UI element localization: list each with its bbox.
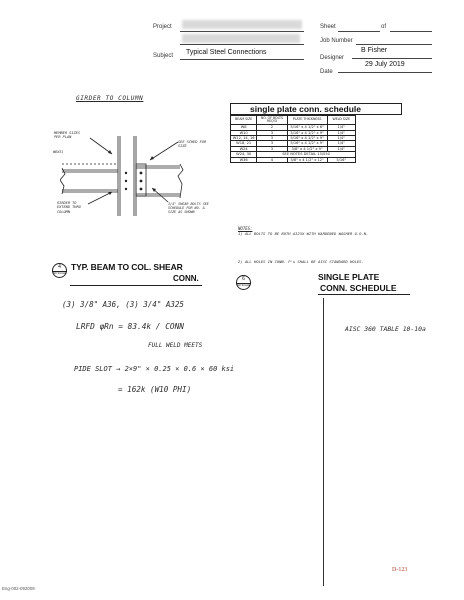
table-row: W36 4 3/8" x 4 1/2" x 12" 5/16" [231,157,403,162]
table-row: W24 3 3/8" x 4 1/2" x 9" 1/4" [231,146,403,151]
calc-line-4: PIDE SLOT → 2×9" × 0.25 × 0.6 × 60 ksi [74,365,235,373]
table-row: W12, 14, 16 3 5/16" x 4 1/2" x 9" 1/4" [231,136,403,141]
sketch-title: GIRDER TO COLUMN [76,95,144,102]
sheet-label: Sheet [320,24,336,30]
date-label: Date [320,69,333,75]
header-bolts: NO. OF BOLTS REQ'D [257,116,287,125]
detail-bubble-6: 6 NO SCALE [236,275,251,290]
header-weld: WELD SIZE [327,116,355,125]
calc-reference: AISC 360 TABLE 10-10a [345,325,426,333]
table-row: W18, 21 3 5/16" x 4 1/2" x 9" 1/4" [231,141,403,146]
table-row: W8 2 5/16" x 4 1/2" x 6" 1/4" [231,125,403,130]
schedule-table [230,115,402,163]
designer-value: B Fisher [361,47,388,54]
detail-title-line1: TYP. BEAM TO COL. SHEAR [71,262,183,272]
note-shear-bolts: 3/4" SHEAR BOLTS SEE SCHEDULE FOR NO. & SIZE AS SHOWN [168,202,209,215]
project-name-redacted [182,20,302,29]
project-line2-redacted [182,34,300,43]
schedule-note-2: 2) ALL HOLES IN CONN. P's SHALL BE AISC STANDARD HOLES. [238,259,364,264]
page-divider [323,298,324,586]
date-value: 29 July 2019 [365,61,405,68]
page-number: D-123 [392,567,408,573]
schedule-note-1: 1) ALL BOLTS TO BE BOTH A325X WITH HARDENED WASHER U.O.N. [238,231,369,236]
calc-line-3: FULL WELD MEETS [148,342,203,349]
subject-value: Typical Steel Connections [186,49,267,56]
header-beam-size: BEAM SIZE [231,116,257,125]
calc-line-5: = 162k (W10 PHI) [118,385,192,394]
footer-id: Eng-002-092009 [2,586,35,591]
schedule-notes-heading: NOTES: [238,226,253,231]
schedule-title-line1: SINGLE PLATE [318,272,380,282]
calc-line-2: LRFD φRn = 83.4k / CONN [76,322,184,331]
calc-line-1: (3) 3/8" A36, (3) 3/4" A325 [62,300,184,309]
project-label: Project [153,24,172,30]
detail-title-line2: CONN. [173,274,199,283]
note-see-schedule: SEE SCHED FOR SIZE [178,140,207,149]
schedule-title: single plate conn. schedule [250,104,361,114]
job-number-label: Job Number [320,38,353,44]
note-member-sizes: MEMBER SIZES PER PLAN [54,131,80,140]
table-row: W10 3 5/16" x 4 1/2" x 9" 1/4" [231,130,403,135]
designer-label: Designer [320,55,345,61]
header-plate: PLATE THICKNESS [287,116,327,125]
left-tag: W8X31 [53,150,64,154]
detail-bubble-4: 4 NO SCALE [52,263,67,278]
of-label: of [381,24,387,30]
schedule-title-line2: CONN. SCHEDULE [320,283,397,293]
subject-label: Subject [153,53,174,59]
table-row: W24, 30 SEE NOTES DETAIL 13/S50 [231,152,403,157]
note-girder-extend: GIRDER TO EXTEND THRU COLUMN [57,201,81,214]
connection-sketch [60,118,210,218]
